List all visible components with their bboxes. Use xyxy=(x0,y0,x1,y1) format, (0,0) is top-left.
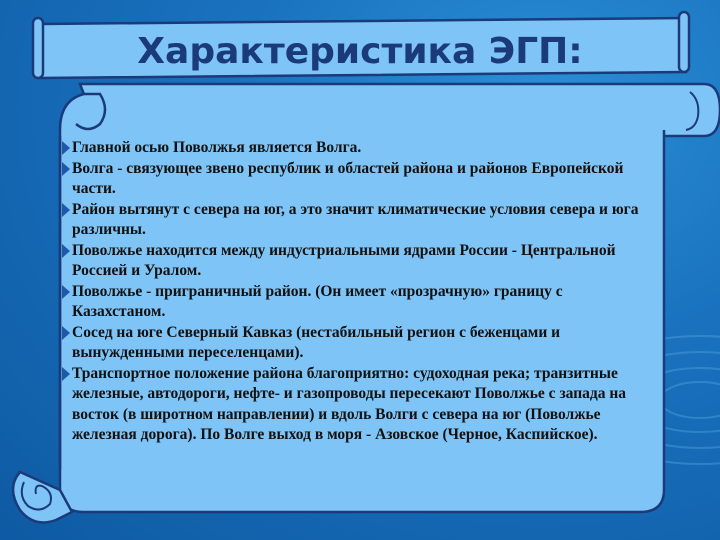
arrow-bullet-icon xyxy=(62,162,70,176)
bullet-item xyxy=(62,282,652,323)
arrow-bullet-icon xyxy=(62,367,70,381)
bullet-item xyxy=(62,241,652,282)
bullet-item xyxy=(62,159,652,200)
bullet-text: Транспортное положение района благоприятно: судоходная река; транзитные железные, автодороги, нефте- и газопроводы пересекают Поволжье с запада на восток (в широтном направлении) и вдоль Волги с севера на юг (Поволжье железная дорога). По Волге выход в моря - Азовское (Черное, Каспийское). xyxy=(72,364,627,443)
bullet-text: Район вытянут с севера на юг, а это значит климатические условия севера и юга различны. xyxy=(72,200,639,238)
bullet-item xyxy=(62,200,652,241)
bullet-item xyxy=(62,364,652,446)
title-banner xyxy=(33,12,689,78)
bullet-item xyxy=(62,323,652,364)
arrow-bullet-icon xyxy=(62,141,70,155)
bullet-item xyxy=(62,138,652,159)
arrow-bullet-icon xyxy=(62,326,70,340)
bullet-text: Поволжье находится между индустриальными ядрами России - Центральной Россией и Уралом. xyxy=(72,241,616,279)
bullet-text: Сосед на юге Северный Кавказ (нестабильный регион с беженцами и вынужденными переселенцами). xyxy=(72,323,561,361)
bullet-text: Главной осью Поволжья является Волга. xyxy=(72,139,362,156)
slide-title: Характеристика ЭГП: xyxy=(137,31,583,72)
arrow-bullet-icon xyxy=(62,244,70,258)
bullet-text: Поволжье - приграничный район. (Он имеет «прозрачную» границу с Казахстаном. xyxy=(72,282,563,320)
arrow-bullet-icon xyxy=(62,285,70,299)
bullet-list xyxy=(62,138,652,446)
arrow-bullet-icon xyxy=(62,203,70,217)
bullet-text: Волга - связующее звено республик и областей района и районов Европейской части. xyxy=(72,159,624,197)
